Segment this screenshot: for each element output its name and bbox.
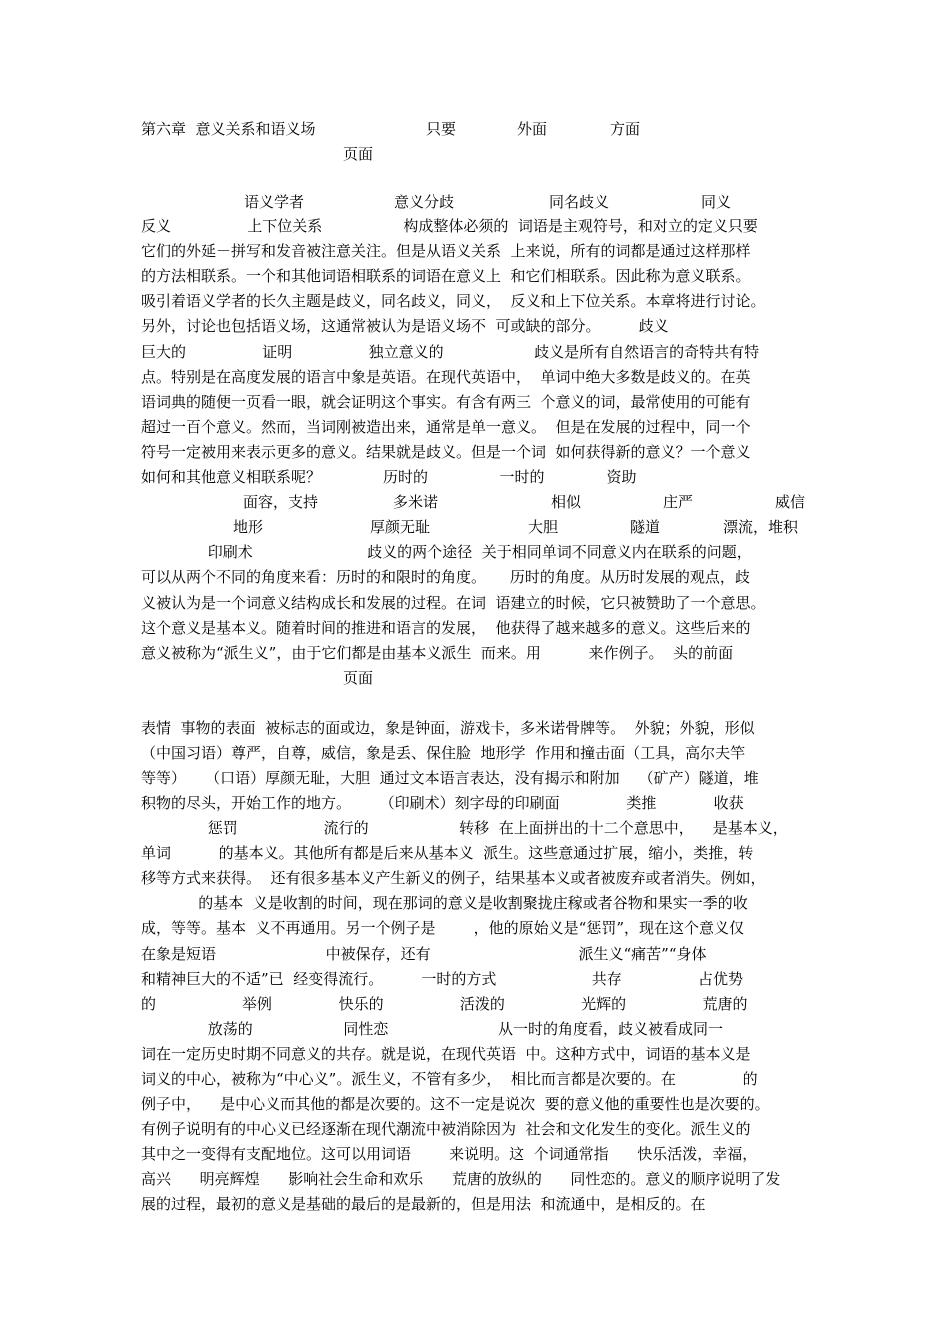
page-label: 页面: [343, 669, 374, 687]
keyword: 同名歧义: [549, 193, 610, 211]
text-line: 成，等等。基本 义不再通用。另一个例子是 ，他的原始义是“惩罚”，现在这个意义仅: [141, 919, 745, 937]
keyword: 同义: [701, 193, 732, 211]
term: 地形: [233, 518, 264, 536]
text-line: 例子中， 是中心义而其他的都是次要的。这不一定是说次 要的意义他的重要性也是次要的。: [141, 1095, 770, 1113]
term: 隧道: [630, 518, 661, 536]
text-line: 可以从两个不同的角度来看：历时的和限时的角度。 历时的角度。从历时发展的观点，歧: [141, 568, 750, 586]
text-line: 单词 的基本义。其他所有都是后来从基本义 派生。这些意通过扩展，缩小，类推，转: [141, 844, 754, 862]
text-line: 惩罚 流行的 转移 在上面拼出的十二个意思中， 是基本义，: [141, 819, 788, 837]
term: 威信: [775, 493, 806, 511]
term: 厚颜无耻: [370, 518, 431, 536]
text-line: 词义的中心，被称为“中心义”。派生义，不管有多少， 相比而言都是次要的。在 的: [141, 1070, 758, 1088]
text-line: 高兴 明亮辉煌 影响社会生命和欢乐 荒唐的放纵的 同性恋的。意义的顺序说明了发: [141, 1170, 781, 1188]
text-line: 这个意义是基本义。随着时间的推进和语言的发展， 他获得了越来越多的意义。这些后来的: [141, 619, 751, 637]
term: 庄严: [663, 493, 694, 511]
text-line: 如何和其他意义相联系呢？ 历时的 一时的 资助: [141, 468, 637, 486]
text-line: 移等方式来获得。 还有很多基本义产生新义的例子，结果基本义或者被废弃或者消失。例如，: [141, 869, 766, 887]
header-word: 外面: [517, 120, 548, 138]
text-line: 另外，讨论也包括语义场，这通常被认为是语义场不 可或缺的部分。 歧义: [141, 317, 669, 335]
text-line: 符号一定被用来表示更多的意义。结果就是歧义。但是一个词 如何获得新的意义？一个意义: [141, 443, 751, 461]
term: 漂流，堆积: [723, 518, 799, 536]
text-line: 表情 事物的表面 被标志的面或边，象是钟面，游戏卡，多米诺骨牌等。 外貌；外貌，形似: [141, 719, 755, 737]
term: 多米诺: [393, 493, 439, 511]
text-line: 在象是短语 中被保存，还有 派生义“痛苦”“身体: [141, 945, 707, 963]
header-word: 只要: [426, 120, 457, 138]
text-line: 的基本 义是收割的时间，现在那词的意义是收割聚拢庄稼或者谷物和果实一季的收: [141, 894, 748, 912]
term: 大胆: [528, 518, 559, 536]
text-line: 反义 上下位关系 构成整体必须的 词语是主观符号，和对立的定义只要: [141, 217, 758, 235]
text-line: 意义被称为“派生义”，由于它们都是由基本义派生 而来。用 来作例子。 头的前面: [141, 644, 734, 662]
page-label: 页面: [343, 145, 374, 163]
term: 面容，支持: [243, 493, 319, 511]
text-line: 义被认为是一个词意义结构成长和发展的过程。在词 语建立的时候，它只被赞助了一个意思。: [141, 594, 766, 612]
text-line: 等等） （口语）厚颜无耻，大胆 通过文本语言表达，没有揭示和附加 （矿产）隧道，堆: [141, 769, 759, 787]
text-line: 印刷术 歧义的两个途径 关于相同单词不同意义内在联系的问题，: [141, 543, 752, 561]
text-line: 其中之一变得有支配地位。这可以用词语 来说明。这 个词通常指 快乐活泼，幸福，: [141, 1145, 758, 1163]
header-word: 方面: [610, 120, 641, 138]
text-line: 和精神巨大的不适”已 经变得流行。 一时的方式 共存 占优势: [141, 970, 744, 988]
text-line: 语词典的随便一页看一眼，就会证明这个事实。有含有两三 个意义的词，最常使用的可能有: [141, 393, 751, 411]
keyword: 意义分歧: [394, 193, 455, 211]
text-line: 词在一定历史时期不同意义的共存。就是说，在现代英语 中。这种方式中，词语的基本义是: [141, 1045, 751, 1063]
text-line: 超过一百个意义。然而，当词刚被造出来，通常是单一意义。 但是在发展的过程中，同一个: [141, 418, 751, 436]
text-line: 的 举例 快乐的 活泼的 光辉的 荒唐的: [141, 995, 748, 1013]
term: 相似: [551, 493, 582, 511]
text-line: 有例子说明有的中心义已经逐渐在现代潮流中被消除因为 社会和文化发生的变化。派生义的: [141, 1120, 751, 1138]
text-line: 它们的外延－拼写和发音被注意关注。但是从语义关系 上来说，所有的词都是通过这样那样: [141, 242, 751, 260]
text-line: 吸引着语义学者的长久主题是歧义，同名歧义，同义， 反义和上下位关系。本章将进行讨论。: [141, 292, 766, 310]
chapter-title: 第六章 意义关系和语义场: [141, 120, 316, 138]
text-line: 积物的尽头，开始工作的地方。 （印刷术）刻字母的印刷面 类推 收获: [141, 794, 744, 812]
keyword: 语义学者: [244, 193, 305, 211]
text-line: 的方法相联系。一个和其他词语相联系的词语在意义上 和它们相联系。因此称为意义联系。: [141, 267, 751, 285]
text-line: 放荡的 同性恋 从一时的角度看，歧义被看成同一: [141, 1020, 724, 1038]
text-line: 展的过程，最初的意义是基础的最后的是最新的，但是用法 和流通中，是相反的。在: [141, 1195, 706, 1213]
text-line: （中国习语）尊严，自尊，威信，象是丢、保住脸 地形学 作用和撞击面（工具，高尔夫竿: [141, 744, 746, 762]
text-line: 点。特别是在高度发展的语言中象是英语。在现代英语中， 单词中绝大多数是歧义的。在英: [141, 368, 751, 386]
text-line: 巨大的 证明 独立意义的 歧义是所有自然语言的奇特共有特: [141, 343, 760, 361]
